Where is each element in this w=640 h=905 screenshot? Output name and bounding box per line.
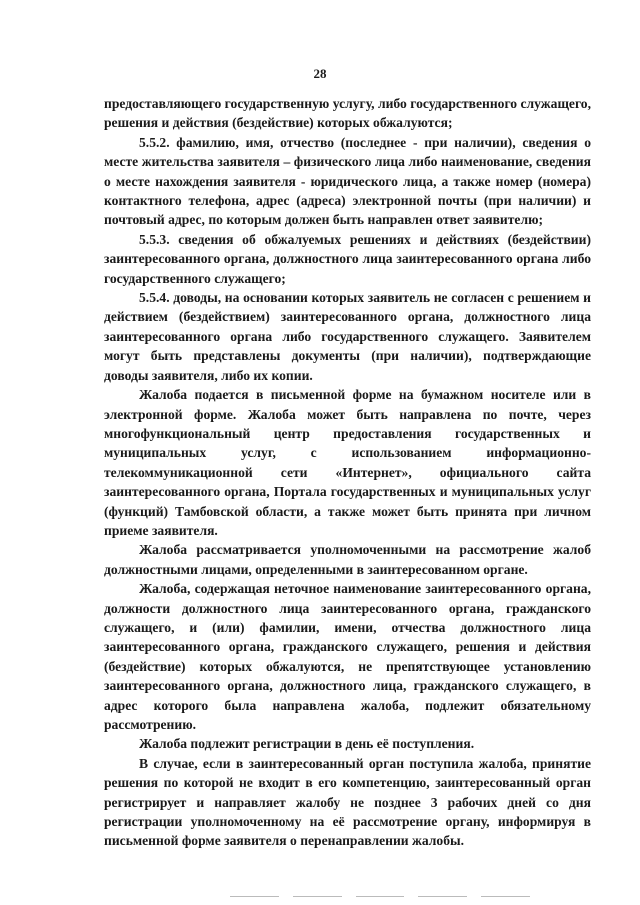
paragraph-complaint-submission: Жалоба подается в письменной форме на бумажном носителе или в электронной форме. Жалоба может быть направлена по почте, через многофункциональный центр предоставления государственных и муниципальных услуг, с использованием информационно-телекоммуникационной сети «Интернет», официального сайта заинтересованного органа, Портала государственных и муниципальных услуг (функций) Тамбовской области, а также может быть принята при личном приеме заявителя. <box>104 387 591 538</box>
paragraph-continuation: предоставляющего государственную услугу, либо государственного служащего, решения и действия (бездействие) которых обжалуются; <box>104 96 591 131</box>
paragraph-inaccurate-name: Жалоба, содержащая неточное наименование заинтересованного органа, должности должностного лица заинтересованного органа, гражданского служащего, и (или) фамилии, имени, отчества должностного лица заинтересованного органа, гражданского служащего, решения и действия (бездействие) которых обжалуются, не препятствующее установлению заинтересованного органа, должностного лица, гражданского служащего, в адрес которого была направлена жалоба, подлежит обязательному рассмотрению. <box>104 581 591 732</box>
paragraph-complaint-review: Жалоба рассматривается уполномоченными на рассмотрение жалоб должностными лицами, определенными в заинтересованном органе. <box>104 542 591 577</box>
paragraph-5-5-2: 5.5.2. фамилию, имя, отчество (последнее - при наличии), сведения о месте жительства заявителя – физического лица либо наименование, сведения о месте нахождения заявителя - юридического лица, а также номер (номера) контактного телефона, адрес (адреса) электронной почты (при наличии) и почтовый адрес, по которым должен быть направлен ответ заявителю; <box>104 134 591 228</box>
paragraph-5-5-4: 5.5.4. доводы, на основании которых заявитель не согласен с решением и действием (бездействием) заинтересованного органа, должностного лица заинтересованного органа либо государственного служащего. Заявителем могут быть представлены документы (при наличии), подтверждающие доводы заявителя, либо их копии. <box>104 290 591 383</box>
scan-footer-marks <box>230 896 530 899</box>
paragraph-redirection: В случае, если в заинтересованный орган поступила жалоба, принятие решения по которой не входит в его компетенцию, заинтересованный орган регистрирует и направляет жалобу не позднее 3 рабочих дней со дня регистрации уполномоченному на её рассмотрение органу, информируя в письменной форме заявителя о перенаправлении жалобы. <box>104 755 591 849</box>
paragraph-5-5-3: 5.5.3. сведения об обжалуемых решениях и действиях (бездействии) заинтересованного органа, должностного лица заинтересованного органа либо государственного служащего; <box>104 231 591 286</box>
document-body <box>104 94 591 851</box>
paragraph-registration: Жалоба подлежит регистрации в день её поступления. <box>139 736 475 752</box>
page-number: 28 <box>313 66 327 81</box>
